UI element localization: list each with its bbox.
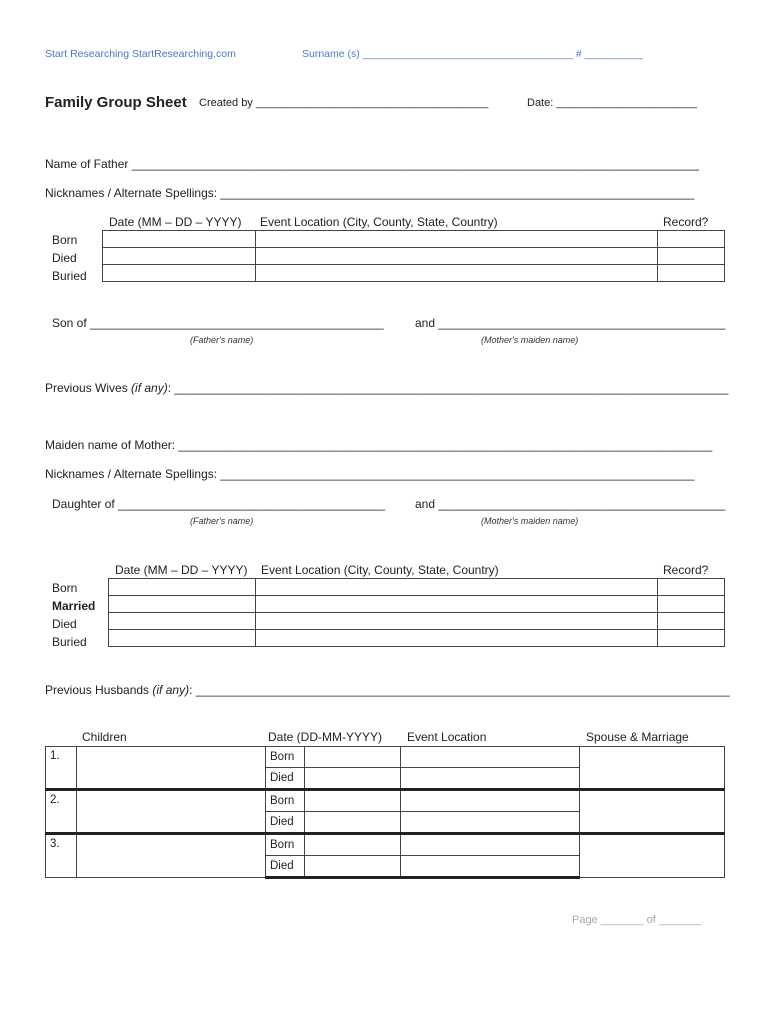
father-col-record: Record? <box>663 215 709 229</box>
child-location-cell[interactable] <box>401 768 580 790</box>
children-col-children: Children <box>82 730 127 744</box>
table-cell[interactable] <box>658 630 725 647</box>
date-field[interactable]: Date: _______________________ <box>527 97 698 109</box>
child-location-cell[interactable] <box>401 856 580 878</box>
child-name-cell[interactable] <box>77 747 266 790</box>
mother-events-table <box>108 578 725 647</box>
table-cell[interactable] <box>658 248 725 265</box>
child-location-cell[interactable] <box>401 834 580 856</box>
child-date-cell[interactable] <box>305 812 401 834</box>
child-name-cell[interactable] <box>77 834 266 878</box>
table-cell[interactable] <box>256 248 658 265</box>
previous-husbands-label: Previous Husbands <box>45 683 153 697</box>
previous-husbands-field[interactable] <box>45 683 730 697</box>
site-link[interactable]: Start Researching StartResearching.com <box>45 48 236 60</box>
father-name-field[interactable]: Name of Father _____________________________________________________________________________________ <box>45 157 699 171</box>
child-spouse-cell[interactable] <box>580 747 725 790</box>
born-label: Born <box>266 790 305 812</box>
previous-husbands-line: : ________________________________________________________________________________ <box>189 683 730 697</box>
mother-row-died: Died <box>52 617 77 631</box>
child-number: 3. <box>46 834 77 878</box>
table-cell[interactable] <box>109 596 256 613</box>
father-row-died: Died <box>52 251 77 265</box>
daughter-of-mother-field[interactable]: and ___________________________________________ <box>415 497 726 511</box>
daughter-of-field[interactable]: Daughter of ________________________________________ <box>52 497 385 511</box>
table-cell[interactable] <box>256 596 658 613</box>
previous-wives-field[interactable] <box>45 381 728 395</box>
died-label: Died <box>266 812 305 834</box>
children-col-date: Date (DD-MM-YYYY) <box>268 730 383 744</box>
mother-caption: (Mother's maiden name) <box>481 335 579 345</box>
table-cell[interactable] <box>109 613 256 630</box>
mother-col-date: Date (MM – DD – YYYY) <box>115 563 248 577</box>
child-date-cell[interactable] <box>305 790 401 812</box>
father-row-born: Born <box>52 233 78 247</box>
died-label: Died <box>266 856 305 878</box>
children-table <box>45 746 725 879</box>
father-caption: (Father's name) <box>190 335 254 345</box>
table-cell[interactable] <box>256 231 658 248</box>
born-label: Born <box>266 747 305 768</box>
child-spouse-cell[interactable] <box>580 790 725 834</box>
child-location-cell[interactable] <box>401 812 580 834</box>
table-cell[interactable] <box>256 265 658 282</box>
previous-wives-label: Previous Wives <box>45 381 132 395</box>
child-location-cell[interactable] <box>401 790 580 812</box>
table-cell[interactable] <box>658 613 725 630</box>
died-label: Died <box>266 768 305 790</box>
mother-row-married: Married <box>52 599 96 613</box>
father-col-date: Date (MM – DD – YYYY) <box>109 215 242 229</box>
father-events-table <box>102 230 725 282</box>
table-cell[interactable] <box>256 579 658 596</box>
table-cell[interactable] <box>109 630 256 647</box>
table-cell[interactable] <box>103 265 256 282</box>
table-cell[interactable] <box>658 596 725 613</box>
table-cell[interactable] <box>256 613 658 630</box>
mother-caption: (Mother's maiden name) <box>481 516 579 526</box>
father-caption: (Father's name) <box>190 516 254 526</box>
born-label: Born <box>266 834 305 856</box>
child-date-cell[interactable] <box>305 856 401 878</box>
table-cell[interactable] <box>658 231 725 248</box>
children-col-location: Event Location <box>407 730 487 744</box>
mother-col-record: Record? <box>663 563 709 577</box>
mother-maiden-field[interactable]: Maiden name of Mother: ________________________________________________________________________________ <box>45 438 713 452</box>
if-any-note: (if any) <box>131 381 168 395</box>
surname-field[interactable]: Surname (s) ____________________________________ # __________ <box>302 48 643 60</box>
child-number: 2. <box>46 790 77 834</box>
child-location-cell[interactable] <box>401 747 580 768</box>
table-cell[interactable] <box>658 265 725 282</box>
child-date-cell[interactable] <box>305 834 401 856</box>
table-cell[interactable] <box>109 579 256 596</box>
children-col-spouse: Spouse & Marriage <box>586 730 689 744</box>
page-title: Family Group Sheet <box>45 94 187 111</box>
mother-row-born: Born <box>52 581 78 595</box>
father-nicknames-field[interactable]: Nicknames / Alternate Spellings: _______________________________________________________________________ <box>45 186 695 200</box>
son-of-mother-field[interactable]: and ___________________________________________ <box>415 316 726 330</box>
father-row-buried: Buried <box>52 269 87 283</box>
child-number: 1. <box>46 747 77 790</box>
child-date-cell[interactable] <box>305 747 401 768</box>
mother-nicknames-field[interactable]: Nicknames / Alternate Spellings: _______________________________________________________________________ <box>45 467 695 481</box>
son-of-field[interactable]: Son of ____________________________________________ <box>52 316 384 330</box>
child-name-cell[interactable] <box>77 790 266 834</box>
child-spouse-cell[interactable] <box>580 834 725 878</box>
child-date-cell[interactable] <box>305 768 401 790</box>
table-cell[interactable] <box>103 231 256 248</box>
if-any-note: (if any) <box>152 683 190 697</box>
mother-col-location: Event Location (City, County, State, Country) <box>261 563 499 577</box>
table-cell[interactable] <box>103 248 256 265</box>
table-cell[interactable] <box>658 579 725 596</box>
father-col-location: Event Location (City, County, State, Country) <box>260 215 498 229</box>
previous-wives-line: : ___________________________________________________________________________________ <box>167 381 729 395</box>
mother-row-buried: Buried <box>52 635 87 649</box>
created-by-field[interactable]: Created by ______________________________________ <box>199 97 489 109</box>
table-cell[interactable] <box>256 630 658 647</box>
page-counter: Page _______ of _______ <box>572 914 702 926</box>
